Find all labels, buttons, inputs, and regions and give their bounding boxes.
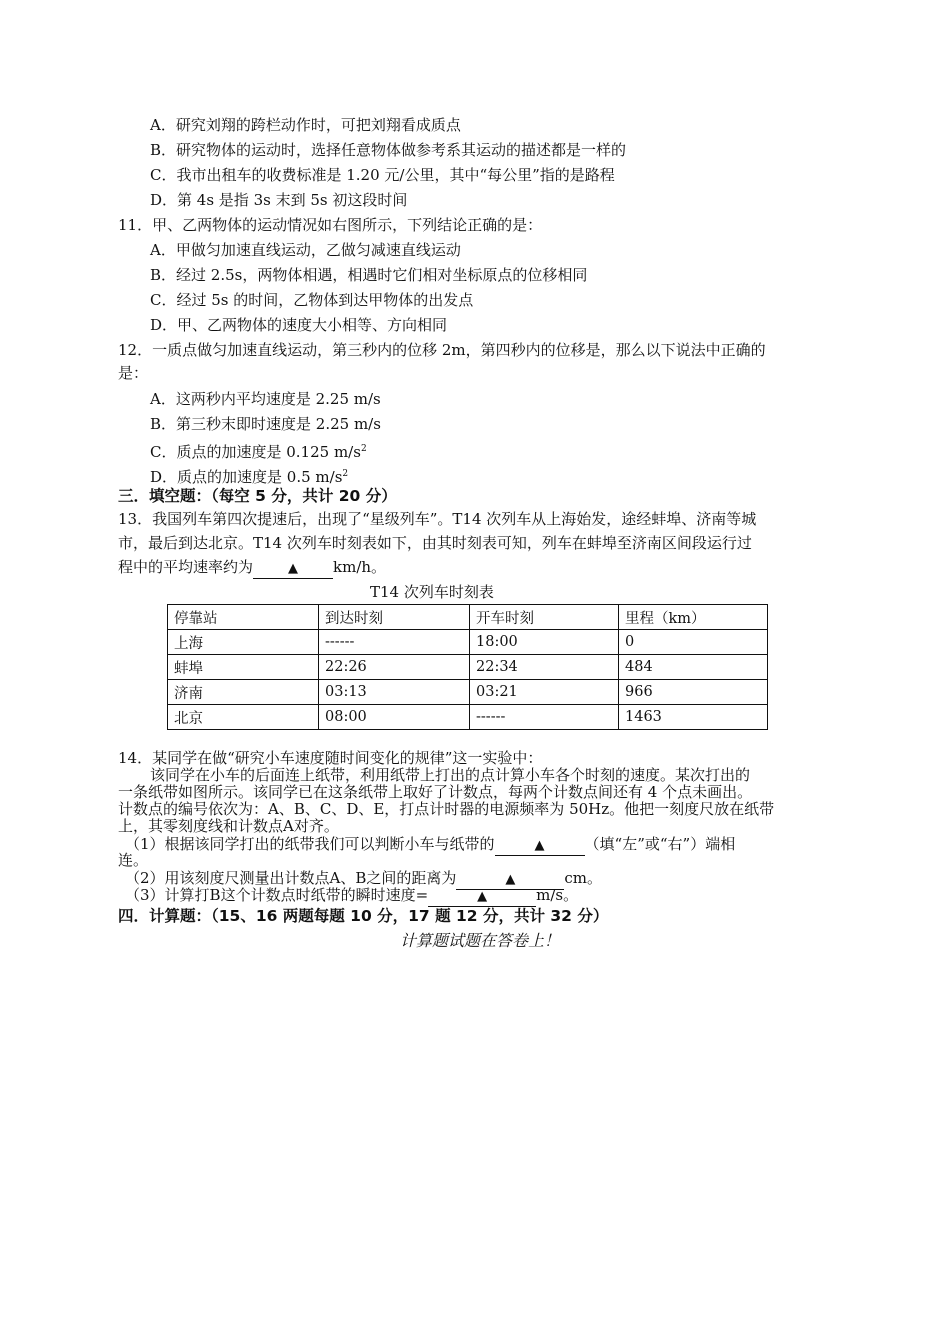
q14-paragraph-line2: 一条纸带如图所示。该同学已在这条纸带上取好了计数点，每两个计数点间还有 4 个点未画出。 — [118, 783, 753, 801]
q14-s3-suffix: m/s。 — [536, 886, 579, 904]
q14-s1-line2: 连。 — [118, 851, 149, 869]
q14-s2-prefix: （2）用该刻度尺测量出计数点A、B之间的距离为 — [125, 869, 457, 887]
q12-option-b: B．第三秒末即时速度是 2.25 m/s — [150, 415, 381, 433]
table-row — [168, 680, 768, 705]
q10-option-d: D．第 4s 是指 3s 末到 5s 初这段时间 — [150, 191, 408, 209]
timetable-caption: T14 次列车时刻表 — [370, 583, 494, 601]
section-4-heading: 四．计算题：（15、16 两题每题 10 分，17 题 12 分，共计 32 分） — [118, 907, 609, 925]
table-cell: ------ — [470, 705, 619, 730]
table-cell: ------ — [319, 630, 470, 655]
header-cell: 停靠站 — [168, 605, 319, 630]
table-cell: 济南 — [168, 680, 319, 705]
table-cell: 484 — [619, 655, 768, 680]
q10-option-c: C．我市出租车的收费标准是 1.20 元/公里，其中“每公里”指的是路程 — [150, 166, 615, 184]
q11-option-d: D．甲、乙两物体的速度大小相等、方向相同 — [150, 316, 448, 334]
q14-paragraph-line4: 上，其零刻度线和计数点A对齐。 — [118, 817, 339, 835]
q12-option-c — [150, 438, 367, 463]
table-cell: 966 — [619, 680, 768, 705]
q11-option-a: A．甲做匀加速直线运动，乙做匀减速直线运动 — [150, 241, 461, 259]
superscript-2: 2 — [360, 444, 367, 454]
q13-line3-suffix: km/h。 — [333, 558, 387, 576]
q11-stem: 11．甲、乙两物体的运动情况如右图所示，下列结论正确的是： — [118, 216, 543, 234]
q13-line3 — [118, 556, 386, 579]
triangle-marker-icon: ▲ — [534, 838, 545, 853]
table-cell: 北京 — [168, 705, 319, 730]
table-cell: 蚌埠 — [168, 655, 319, 680]
table-header-row — [168, 605, 768, 630]
triangle-marker-icon: ▲ — [288, 561, 299, 576]
table-cell: 22:26 — [319, 655, 470, 680]
q14-subquestion-1 — [125, 835, 735, 856]
q11-option-c: C．经过 5s 的时间，乙物体到达甲物体的出发点 — [150, 291, 474, 309]
answer-sheet-note: 计算题试题在答卷上！ — [400, 931, 561, 950]
q12-option-c-text: C．质点的加速度是 0.125 m/s — [150, 443, 361, 461]
q12-stem-line2: 是： — [118, 364, 149, 382]
q14-s1-prefix: （1）根据该同学打出的纸带我们可以判断小车与纸带的 — [125, 835, 495, 853]
triangle-marker-icon: ▲ — [477, 889, 488, 904]
q12-stem-line1: 12．一质点做匀加速直线运动，第三秒内的位移 2m，第四秒内的位移是，那么以下说法中正确的 — [118, 341, 766, 359]
table-cell: 08:00 — [319, 705, 470, 730]
q14-paragraph-line3: 计数点的编号依次为：A、B、C、D、E，打点计时器的电源频率为 50Hz。他把一刻度尺放在纸带 — [118, 800, 775, 818]
table-cell: 1463 — [619, 705, 768, 730]
table-cell: 18:00 — [470, 630, 619, 655]
triangle-marker-icon: ▲ — [505, 872, 516, 887]
section-3-heading: 三．填空题：（每空 5 分，共计 20 分） — [118, 487, 397, 505]
header-cell: 里程（km） — [619, 605, 768, 630]
table-cell: 上海 — [168, 630, 319, 655]
q10-option-a: A．研究刘翔的跨栏动作时，可把刘翔看成质点 — [150, 116, 461, 134]
header-cell: 开车时刻 — [470, 605, 619, 630]
table-cell: 22:34 — [470, 655, 619, 680]
table-cell: 03:21 — [470, 680, 619, 705]
table-row — [168, 630, 768, 655]
q13-line1: 13．我国列车第四次提速后，出现了“星级列车”。T14 次列车从上海始发，途经蚌埠、济南等城 — [118, 510, 757, 528]
q13-line3-prefix: 程中的平均速率约为 — [118, 558, 254, 576]
q10-option-b: B．研究物体的运动时，选择任意物体做参考系其运动的描述都是一样的 — [150, 141, 627, 159]
q12-option-a: A．这两秒内平均速度是 2.25 m/s — [150, 390, 381, 408]
table-row — [168, 705, 768, 730]
timetable — [167, 604, 768, 730]
q14-s2-suffix: cm。 — [564, 869, 603, 887]
q13-line2: 市，最后到达北京。T14 次列车时刻表如下，由其时刻表可知，列车在蚌埠至济南区间段运行过 — [118, 534, 752, 552]
q14-s1-answer-blank[interactable] — [495, 835, 585, 856]
q11-option-b: B．经过 2.5s，两物体相遇，相遇时它们相对坐标原点的位移相同 — [150, 266, 588, 284]
table-cell: 03:13 — [319, 680, 470, 705]
q13-answer-blank[interactable] — [253, 558, 333, 579]
q12-option-d-text: D．质点的加速度是 0.5 m/s — [150, 468, 343, 486]
q14-subquestion-3 — [125, 886, 578, 907]
q14-stem: 14．某同学在做“研究小车速度随时间变化的规律”这一实验中： — [118, 749, 543, 767]
q14-s3-prefix: （3）计算打B这个计数点时纸带的瞬时速度= — [125, 886, 429, 904]
table-row — [168, 655, 768, 680]
superscript-2: 2 — [342, 469, 349, 479]
q14-s3-answer-blank[interactable] — [428, 886, 536, 907]
q14-s1-suffix: （填“左”或“右”）端相 — [584, 835, 736, 853]
q14-paragraph-line1: 该同学在小车的后面连上纸带，利用纸带上打出的点计算小车各个时刻的速度。某次打出的 — [150, 766, 751, 784]
header-cell: 到达时刻 — [319, 605, 470, 630]
table-cell: 0 — [619, 630, 768, 655]
